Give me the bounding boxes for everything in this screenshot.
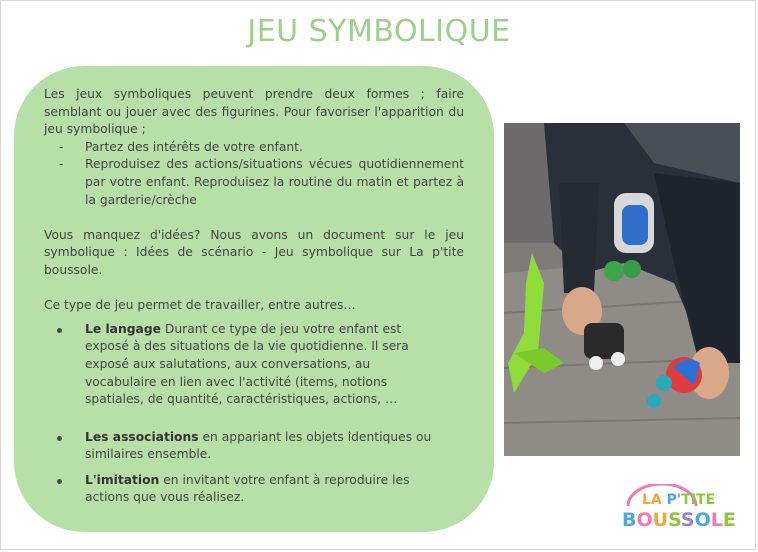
tips-list bbox=[44, 139, 464, 209]
tip-text: Reproduisez des actions/situations vécues quotidiennement par votre enfant. Reproduisez la routine du matin et partez à la garderie/crèche bbox=[85, 157, 464, 207]
intro-paragraph: Les jeux symboliques peuvent prendre deux formes ; faire semblant ou jouer avec des figurines. Pour favoriser l'apparition du jeu symbolique ; bbox=[44, 87, 464, 137]
skill-item-imitation bbox=[44, 472, 435, 507]
skills-list bbox=[44, 321, 464, 507]
svg-text:LA P'TITE: LA P'TITE bbox=[642, 492, 716, 508]
tip-item bbox=[44, 139, 464, 157]
bullet-dot bbox=[57, 328, 62, 333]
slide-title: JEU SYMBOLIQUE bbox=[247, 14, 511, 49]
skill-term: Le langage bbox=[85, 321, 161, 336]
bullet-dot bbox=[57, 479, 62, 484]
tip-text: Partez des intérêts de votre enfant. bbox=[85, 139, 303, 154]
skill-text: en invitant votre enfant à reproduire les actions que vous réalisez. bbox=[85, 472, 410, 505]
dash-marker: - bbox=[59, 157, 64, 172]
photo-illustration bbox=[504, 123, 740, 456]
skill-item-associations bbox=[44, 429, 435, 464]
panel-content bbox=[44, 86, 464, 507]
ideas-paragraph: Vous manquez d'idées? Nous avons un document sur le jeu symbolique : Idées de scénario - Jeu symbolique sur La p'tite boussole. bbox=[44, 227, 464, 277]
dash-marker: - bbox=[59, 139, 64, 154]
child-playing-photo bbox=[504, 123, 740, 456]
work-intro: Ce type de jeu permet de travailler, entre autres… bbox=[44, 298, 356, 313]
bullet-dot bbox=[57, 436, 62, 441]
skill-term: L'imitation bbox=[85, 472, 160, 487]
skill-text: Durant ce type de jeu votre enfant est exposé à des situations de la vie quotidienne. Il sera exposé aux salutations, aux conversations, au vocabulaire en lien avec l'activité (items, notions spatiales, de quantité, caractéristiques, actions, … bbox=[85, 321, 409, 407]
skill-term: Les associations bbox=[85, 429, 199, 444]
skill-text: en appariant les objets identiques ou similaires ensemble. bbox=[85, 429, 432, 462]
tip-item bbox=[44, 156, 464, 209]
svg-text:BOUSSOLE: BOUSSOLE bbox=[622, 509, 736, 531]
logo-graphic bbox=[618, 484, 754, 534]
skill-item-langage bbox=[44, 321, 435, 409]
la-ptite-boussole-logo bbox=[618, 484, 754, 534]
